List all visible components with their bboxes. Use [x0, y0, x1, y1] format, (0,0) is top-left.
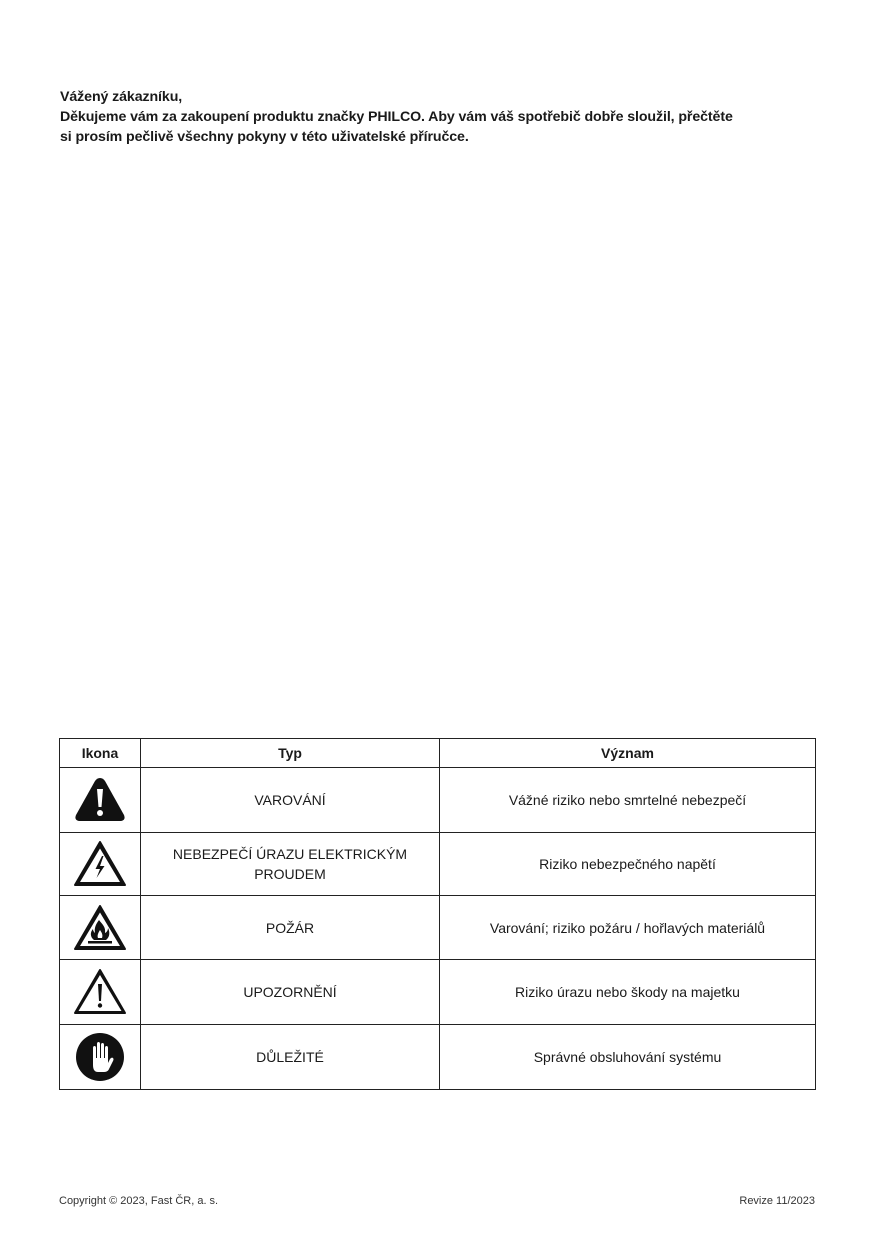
- caution-icon: [73, 967, 127, 1017]
- intro-line-1: Děkujeme vám za zakoupení produktu značky PHILCO. Aby vám váš spotřebič dobře sloužil, přečtěte: [60, 109, 733, 125]
- fire-hazard-icon: [73, 903, 127, 953]
- intro-text: [60, 87, 820, 147]
- icon-cell: [60, 768, 141, 833]
- table-header-row: [60, 739, 816, 768]
- type-label: UPOZORNĚNÍ: [243, 984, 337, 1000]
- icon-cell: [60, 1025, 141, 1090]
- revision-label: Revize 11/2023: [739, 1195, 815, 1207]
- meaning-cell: Vážné riziko nebo smrtelné nebezpečí: [440, 768, 816, 833]
- intro-line-2: si prosím pečlivě všechny pokyny v této uživatelské příručce.: [60, 129, 469, 145]
- safety-symbols-table: [59, 738, 816, 1090]
- icon-cell: [60, 896, 141, 960]
- type-label: DŮLEŽITÉ: [256, 1049, 324, 1065]
- type-label: VAROVÁNÍ: [254, 792, 326, 808]
- meaning-cell: Riziko úrazu nebo škody na majetku: [440, 960, 816, 1025]
- type-cell: [141, 896, 440, 960]
- type-cell: [141, 1025, 440, 1090]
- type-label-line-2: PROUDEM: [254, 866, 326, 882]
- type-cell: [141, 768, 440, 833]
- table-row: [60, 896, 816, 960]
- type-cell: [141, 833, 440, 896]
- icon-cell: [60, 833, 141, 896]
- table-row: [60, 960, 816, 1025]
- greeting: Vážený zákazníku,: [60, 89, 183, 105]
- warning-filled-icon: [73, 775, 127, 825]
- table-row: [60, 1025, 816, 1090]
- meaning-cell: Správné obsluhování systému: [440, 1025, 816, 1090]
- type-cell: [141, 960, 440, 1025]
- meaning-cell: Riziko nebezpečného napětí: [440, 833, 816, 896]
- header-icon: Ikona: [60, 739, 141, 768]
- copyright-notice: Copyright © 2023, Fast ČR, a. s.: [59, 1195, 219, 1207]
- header-meaning: Význam: [440, 739, 816, 768]
- table-row: [60, 833, 816, 896]
- meaning-cell: Varování; riziko požáru / hořlavých materiálů: [440, 896, 816, 960]
- type-label: POŽÁR: [265, 919, 315, 936]
- stop-hand-icon: [73, 1032, 127, 1082]
- header-type: Typ: [141, 739, 440, 768]
- electric-shock-icon: [73, 839, 127, 889]
- type-label: NEBEZPEČÍ ÚRAZU ELEKTRICKÝM: [172, 846, 408, 862]
- table-row: [60, 768, 816, 833]
- icon-cell: [60, 960, 141, 1025]
